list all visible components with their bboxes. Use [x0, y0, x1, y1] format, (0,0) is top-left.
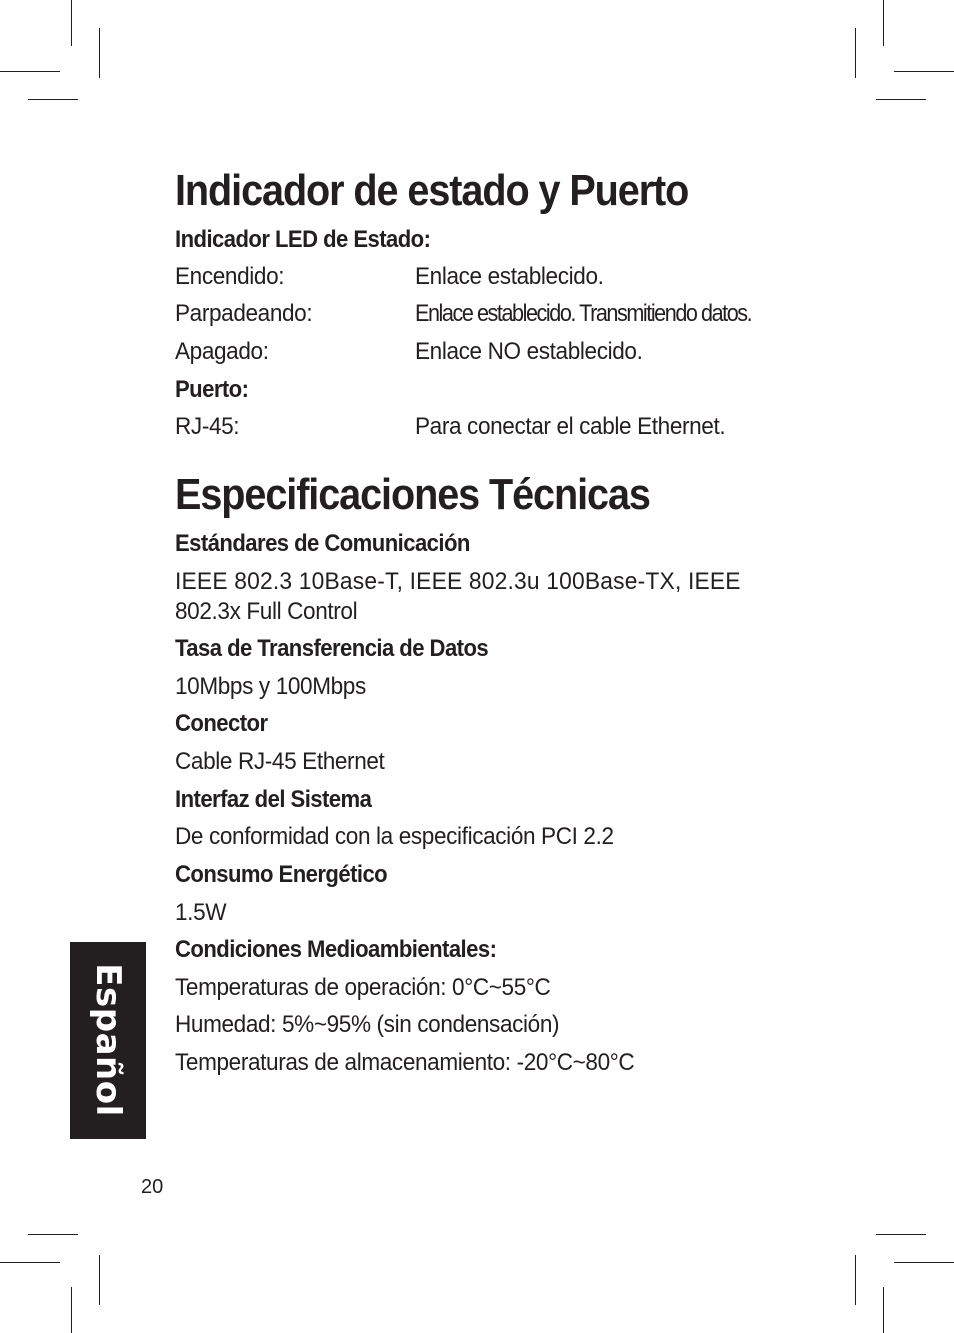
section-title-specs: Especificaciones Técnicas	[175, 470, 650, 519]
led-value: Enlace establecido. Transmitiendo datos.	[415, 300, 752, 327]
spec-line: Cable RJ-45 Ethernet	[175, 748, 385, 775]
spec-line: 10Mbps y 100Mbps	[175, 673, 366, 700]
spec-heading: Consumo Energético	[175, 861, 388, 888]
language-label: Español	[88, 963, 128, 1117]
spec-line: De conformidad con la especificación PCI 2.2	[175, 823, 614, 850]
spec-heading: Interfaz del Sistema	[175, 786, 372, 813]
page-number: 20	[141, 1176, 164, 1198]
spec-line: Humedad: 5%~95% (sin condensación)	[175, 1011, 560, 1038]
spec-heading: Estándares de Comunicación	[175, 530, 470, 557]
spec-line: Temperaturas de operación: 0°C~55°C	[175, 974, 551, 1001]
port-heading: Puerto:	[175, 376, 249, 403]
spec-line: 1.5W	[175, 899, 227, 926]
language-tab	[70, 942, 146, 1139]
spec-heading: Conector	[175, 710, 268, 737]
spec-line: 802.3x Full Control	[175, 598, 358, 625]
section-title-status: Indicador de estado y Puerto	[175, 166, 689, 215]
port-label: RJ-45:	[175, 413, 240, 440]
spec-heading: Tasa de Transferencia de Datos	[175, 635, 489, 662]
led-label: Parpadeando:	[175, 300, 313, 327]
port-value: Para conectar el cable Ethernet.	[415, 413, 726, 440]
led-value: Enlace establecido.	[415, 263, 604, 290]
led-value: Enlace NO establecido.	[415, 338, 643, 365]
spec-line: IEEE 802.3 10Base-T, IEEE 802.3u 100Base-TX, IEEE	[175, 568, 741, 595]
led-heading: Indicador LED de Estado:	[175, 226, 431, 253]
spec-heading: Condiciones Medioambientales:	[175, 936, 497, 963]
led-label: Encendido:	[175, 263, 285, 290]
spec-line: Temperaturas de almacenamiento: -20°C~80°C	[175, 1049, 635, 1076]
led-label: Apagado:	[175, 338, 269, 365]
